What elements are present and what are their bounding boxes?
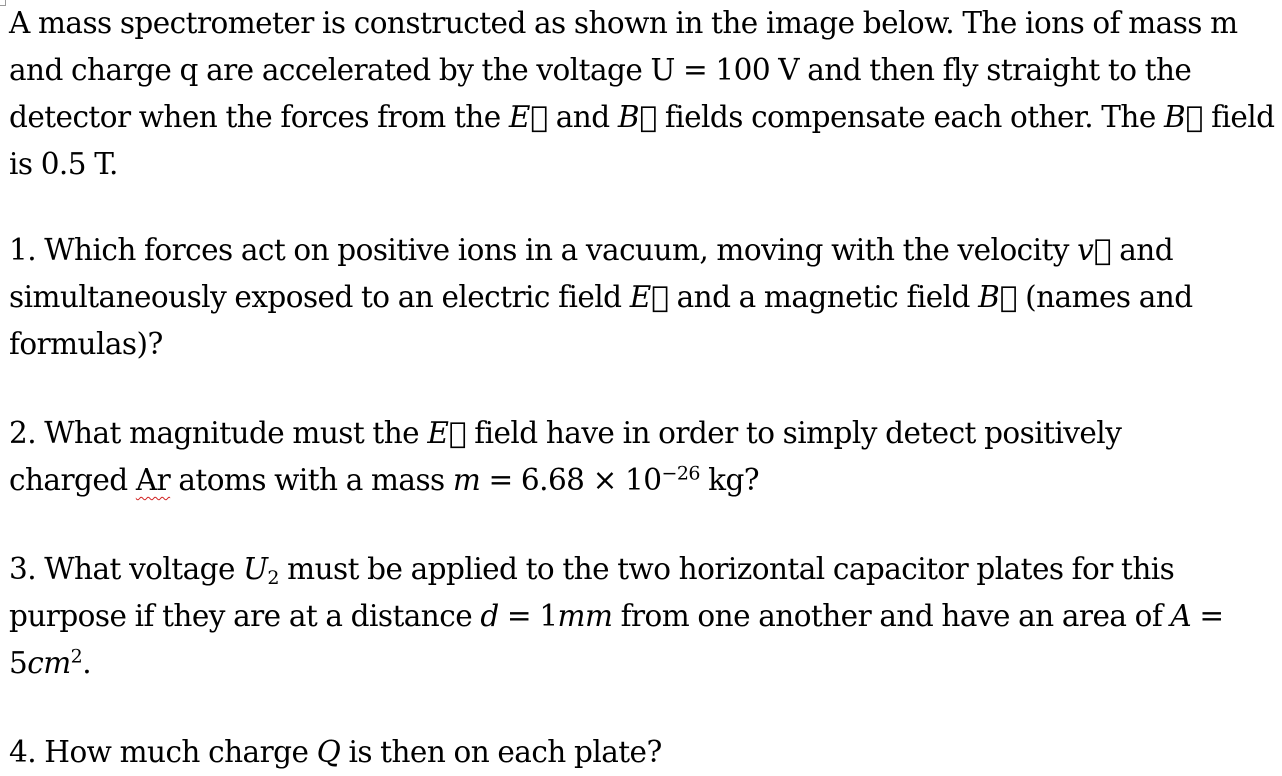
text: and — [547, 100, 618, 134]
b-field-vector: B⃗ — [978, 280, 1017, 314]
math-variable: Q — [316, 735, 341, 769]
text: 5 — [9, 646, 28, 680]
page-corner-marker — [0, 0, 6, 6]
text: charged — [9, 463, 136, 497]
intro-line: A mass spectrometer is constructed as shown in the image below. The ions of mass m — [9, 6, 1238, 40]
text: 3. What voltage — [9, 552, 244, 586]
text: = 6.68 × 10 — [480, 463, 662, 497]
text: field have in order to simply detect positively — [466, 416, 1122, 450]
intro-paragraph — [9, 0, 1282, 188]
question-line — [9, 546, 1282, 593]
text: 1. Which forces act on positive ions in a vacuum, moving with the velocity — [9, 233, 1078, 267]
text: is then on each plate? — [340, 735, 662, 769]
math-variable: U — [243, 552, 268, 586]
text: kg? — [699, 463, 760, 497]
math-unit: mm — [557, 599, 613, 633]
exponent: 2 — [70, 645, 83, 668]
question-1 — [9, 227, 1282, 368]
b-field-vector: B⃗ — [617, 100, 657, 134]
question-4 — [9, 729, 1282, 776]
math-variable: m — [452, 463, 481, 497]
text: 4. How much charge — [9, 735, 317, 769]
b-field-vector: B⃗ — [1164, 100, 1203, 134]
exponent: −26 — [661, 462, 700, 485]
e-field-vector: E⃗ — [427, 416, 466, 450]
intro-line: is 0.5 T. — [9, 147, 118, 181]
text: detector when the forces from the — [9, 100, 509, 134]
velocity-vector: v⃗ — [1077, 233, 1111, 267]
text: purpose if they are at a distance — [9, 599, 481, 633]
text: 2. What magnitude must the — [9, 416, 428, 450]
spellcheck-word: Ar — [135, 463, 171, 497]
problem-document — [9, 0, 1282, 776]
question-line — [9, 640, 1282, 687]
question-line — [9, 593, 1282, 640]
text: and a magnetic field — [668, 280, 979, 314]
text: field — [1202, 100, 1275, 134]
math-unit: cm — [27, 646, 71, 680]
question-line: formulas)? — [9, 327, 163, 361]
math-variable: d — [480, 599, 499, 633]
intro-line — [9, 94, 1282, 141]
text: = 1 — [498, 599, 558, 633]
question-line — [9, 729, 1282, 776]
text: . — [82, 646, 92, 680]
text: must be applied to the two horizontal capacitor plates for this — [278, 552, 1175, 586]
question-line — [9, 227, 1282, 274]
question-line — [9, 410, 1282, 457]
question-line — [9, 274, 1282, 321]
math-variable: A — [1170, 599, 1192, 633]
intro-line: and charge q are accelerated by the voltage U = 100 V and then fly straight to the — [9, 53, 1192, 87]
text: from one another and have an area of — [612, 599, 1171, 633]
question-3 — [9, 546, 1282, 687]
text: atoms with a mass — [170, 463, 453, 497]
question-line — [9, 457, 1282, 504]
text: and — [1110, 233, 1174, 267]
text: fields compensate each other. The — [656, 100, 1164, 134]
subscript: 2 — [267, 566, 279, 589]
e-field-vector: E⃗ — [508, 100, 548, 134]
e-field-vector: E⃗ — [629, 280, 669, 314]
text: (names and — [1016, 280, 1193, 314]
question-2 — [9, 410, 1282, 504]
text: = — [1191, 599, 1224, 633]
text: simultaneously exposed to an electric field — [9, 280, 630, 314]
